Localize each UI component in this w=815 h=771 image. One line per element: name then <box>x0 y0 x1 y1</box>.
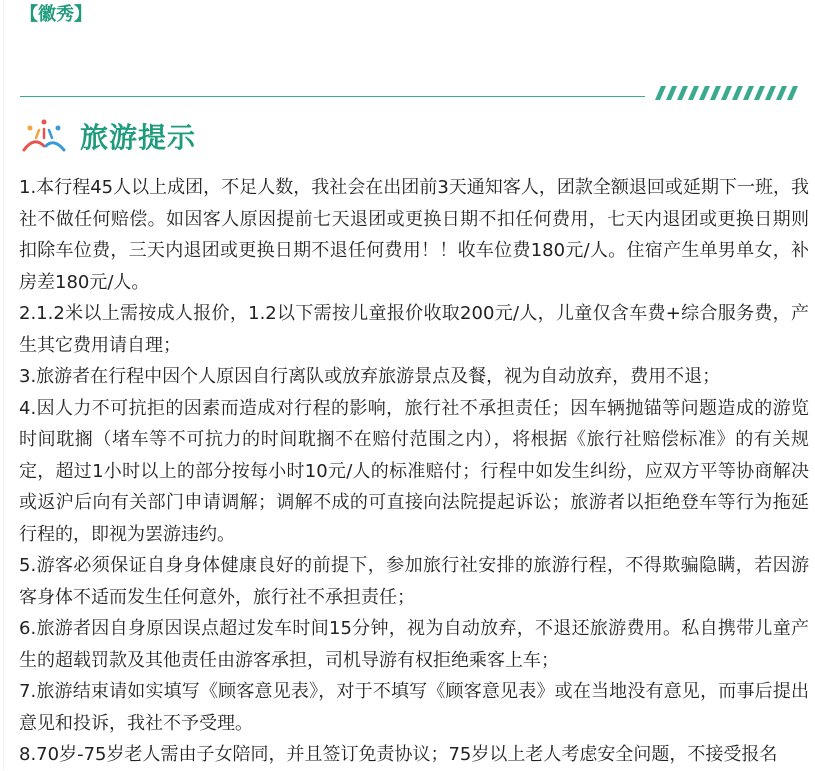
tip-paragraph: 2.1.2米以上需按成人报价，1.2以下需按儿童报价收取200元/人，儿童仅含车费+综合服务费，产生其它费用请自理； <box>19 303 809 356</box>
divider-stripes-decoration <box>655 86 805 100</box>
tip-paragraph: 7.旅游结束请如实填写《顾客意见表》，对于不填写《顾客意见表》或在当地没有意见，而事后提出意见和投诉，我社不予受理。 <box>19 681 809 734</box>
section-divider-line <box>20 96 645 97</box>
tip-paragraph: 4.因人力不可抗拒的因素而造成对行程的影响，旅行社不承担责任；因车辆抛锚等问题造成的游览时间耽搁（堵车等不可抗力的时间耽搁不在赔付范围之内），将根据《旅行社赔偿标准》的有关规定，超过1小时以上的部分按每小时10元/人的标准赔付；行程中如发生纠纷，应双方平等协商解决或返沪后向有关部门申请调解；调解不成的可直接向法院提起诉讼；旅游者以拒绝登车等行为拖延行程的，即视为罢游违约。 <box>19 397 809 545</box>
sparkle-burst-icon <box>20 116 68 156</box>
section-heading <box>20 114 196 158</box>
tip-paragraph: 5.游客必须保证自身身体健康良好的前提下，参加旅行社安排的旅游行程，不得欺骗隐瞒，若因游客身体不适而发生任何意外，旅行社不承担责任； <box>19 555 809 608</box>
header-tag: 【徽秀】 <box>20 4 92 25</box>
tip-paragraph: 1.本行程45人以上成团，不足人数，我社会在出团前3天通知客人，团款全额退回或延期下一班，我社不做任何赔偿。如因客人原因提前七天退团或更换日期不扣任何费用，七天内退团或更换日期则扣除车位费，三天内退团或更换日期不退任何费用！！收车位费180元/人。住宿产生单男单女，补房差180元/人。 <box>19 177 809 293</box>
page-edge-line <box>3 0 4 770</box>
section-title: 旅游提示 <box>80 121 197 154</box>
travel-tips-list <box>19 172 809 771</box>
tip-paragraph: 3.旅游者在行程中因个人原因自行离队或放弃旅游景点及餐，视为自动放弃，费用不退； <box>19 366 721 387</box>
tip-paragraph: 6.旅游者因自身原因误点超过发车时间15分钟，视为自动放弃，不退还旅游费用。私自携带儿童产生的超载罚款及其他责任由游客承担，司机导游有权拒绝乘客上车； <box>19 618 809 671</box>
tip-paragraph: 8.70岁-75岁老人需由子女陪同，并且签订免责协议；75岁以上老人考虑安全问题，不接受报名 <box>19 744 778 765</box>
